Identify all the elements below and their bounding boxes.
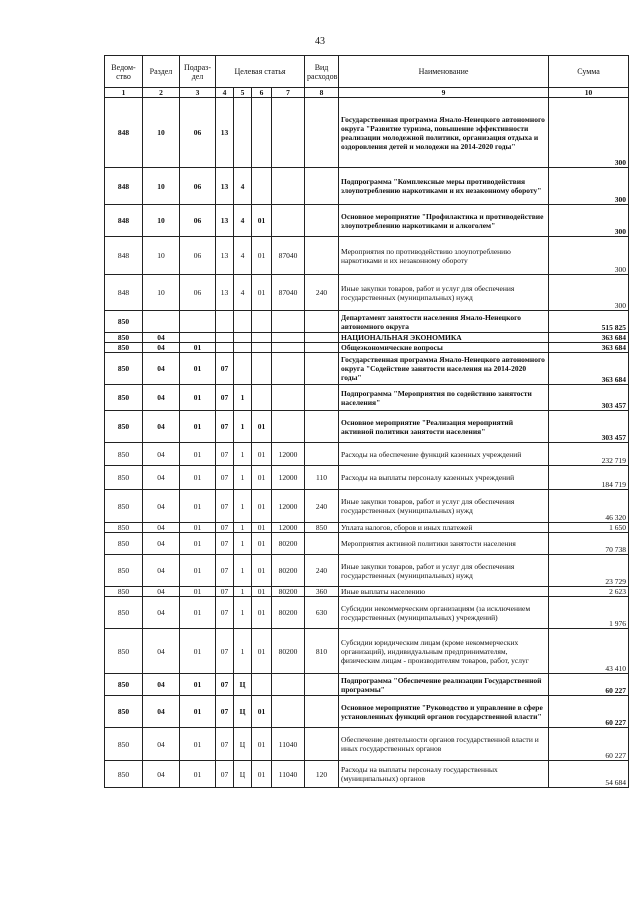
cell-razdel: 04: [143, 533, 180, 555]
cell-measure: 01: [252, 275, 272, 311]
cell-measure: [252, 353, 272, 385]
index-cell: 4: [216, 88, 234, 98]
cell-subprogram: [234, 311, 252, 333]
cell-name: Государственная программа Ямало-Ненецкого автономного округа "Содействие занятости населения на 2014-2020 годы": [339, 353, 549, 385]
cell-name: Расходы на обеспечение функций казенных учреждений: [339, 443, 549, 466]
cell-name: НАЦИОНАЛЬНАЯ ЭКОНОМИКА: [339, 333, 549, 343]
cell-subprogram: 1: [234, 443, 252, 466]
cell-razdel: 10: [143, 275, 180, 311]
cell-subprogram: 1: [234, 555, 252, 587]
cell-ved: 850: [105, 466, 143, 490]
cell-vid: [305, 98, 339, 168]
cell-ved: 850: [105, 533, 143, 555]
cell-vid: 850: [305, 523, 339, 533]
cell-measure: 01: [252, 411, 272, 443]
index-cell: 3: [180, 88, 216, 98]
index-cell: 9: [339, 88, 549, 98]
budget-table: [104, 55, 629, 788]
cell-subprogram: Ц: [234, 761, 252, 788]
header-name: Наименование: [339, 56, 549, 88]
cell-measure: 01: [252, 587, 272, 597]
cell-program: 07: [216, 411, 234, 443]
table-row: [105, 411, 629, 443]
cell-podrazdel: 01: [180, 343, 216, 353]
cell-name: Субсидии юридическим лицам (кроме некоммерческих организаций), индивидуальным предпринимателям, физическим лицам - производителям товаров, работ, услуг: [339, 629, 549, 674]
cell-sum: 23 729: [549, 555, 629, 587]
index-cell: 8: [305, 88, 339, 98]
cell-name: Основное мероприятие "Руководство и управление в сфере установленных функций органов государственной власти": [339, 696, 549, 728]
cell-direction: [272, 411, 305, 443]
cell-name: Мероприятия по противодействию злоупотреблению наркотиками и их незаконному обороту: [339, 237, 549, 275]
index-cell: 1: [105, 88, 143, 98]
cell-name: Иные закупки товаров, работ и услуг для обеспечения государственных (муниципальных) нужд: [339, 555, 549, 587]
cell-subprogram: 4: [234, 205, 252, 237]
cell-measure: 01: [252, 597, 272, 629]
cell-podrazdel: 01: [180, 353, 216, 385]
cell-razdel: 04: [143, 629, 180, 674]
cell-vid: [305, 385, 339, 411]
cell-measure: [252, 311, 272, 333]
cell-name: Департамент занятости населения Ямало-Ненецкого автономного округа: [339, 311, 549, 333]
cell-vid: [305, 237, 339, 275]
cell-direction: [272, 674, 305, 696]
cell-sum: 70 738: [549, 533, 629, 555]
cell-direction: 12000: [272, 490, 305, 523]
cell-subprogram: 1: [234, 466, 252, 490]
table-row: [105, 98, 629, 168]
cell-podrazdel: [180, 311, 216, 333]
table-row: [105, 443, 629, 466]
cell-ved: 850: [105, 597, 143, 629]
cell-subprogram: Ц: [234, 674, 252, 696]
cell-ved: 850: [105, 629, 143, 674]
table-row: [105, 311, 629, 333]
cell-razdel: 04: [143, 674, 180, 696]
cell-measure: [252, 385, 272, 411]
cell-sum: 54 684: [549, 761, 629, 788]
cell-name: Мероприятия активной политики занятости населения: [339, 533, 549, 555]
table-row: [105, 343, 629, 353]
cell-direction: [272, 696, 305, 728]
cell-program: 07: [216, 728, 234, 761]
cell-vid: 110: [305, 466, 339, 490]
cell-vid: 360: [305, 587, 339, 597]
cell-sum: 43 410: [549, 629, 629, 674]
cell-ved: 850: [105, 311, 143, 333]
cell-sum: 363 684: [549, 353, 629, 385]
cell-ved: 850: [105, 385, 143, 411]
cell-measure: 01: [252, 237, 272, 275]
cell-program: 07: [216, 555, 234, 587]
cell-name: Основное мероприятие "Реализация мероприятий активной политики занятости населения": [339, 411, 549, 443]
cell-direction: 80200: [272, 555, 305, 587]
table-row: [105, 523, 629, 533]
cell-vid: [305, 533, 339, 555]
cell-sum: 300: [549, 205, 629, 237]
cell-razdel: 04: [143, 555, 180, 587]
cell-razdel: 04: [143, 597, 180, 629]
cell-subprogram: 1: [234, 411, 252, 443]
cell-direction: [272, 343, 305, 353]
cell-program: 13: [216, 275, 234, 311]
table-row: [105, 696, 629, 728]
cell-razdel: 04: [143, 385, 180, 411]
index-row: [105, 88, 629, 98]
cell-name: Обеспечение деятельности органов государственной власти и иных государственных органов: [339, 728, 549, 761]
cell-program: 13: [216, 168, 234, 205]
cell-ved: 850: [105, 728, 143, 761]
cell-razdel: 04: [143, 523, 180, 533]
cell-subprogram: 4: [234, 237, 252, 275]
table-row: [105, 587, 629, 597]
cell-razdel: 04: [143, 696, 180, 728]
cell-vid: 120: [305, 761, 339, 788]
cell-name: Подпрограмма "Мероприятия по содействию занятости населения": [339, 385, 549, 411]
header-ved: Ведом-ство: [105, 56, 143, 88]
cell-direction: 80200: [272, 533, 305, 555]
cell-program: 13: [216, 237, 234, 275]
cell-ved: 848: [105, 168, 143, 205]
index-cell: 2: [143, 88, 180, 98]
cell-subprogram: 1: [234, 629, 252, 674]
header-sum: Сумма: [549, 56, 629, 88]
index-cell: 5: [234, 88, 252, 98]
cell-sum: 60 227: [549, 696, 629, 728]
cell-name: Уплата налогов, сборов и иных платежей: [339, 523, 549, 533]
cell-sum: 1 650: [549, 523, 629, 533]
cell-measure: [252, 333, 272, 343]
cell-direction: 12000: [272, 523, 305, 533]
cell-direction: [272, 353, 305, 385]
cell-sum: 232 719: [549, 443, 629, 466]
cell-direction: [272, 98, 305, 168]
cell-subprogram: 1: [234, 385, 252, 411]
cell-sum: 363 684: [549, 343, 629, 353]
cell-program: [216, 311, 234, 333]
cell-razdel: 04: [143, 411, 180, 443]
cell-podrazdel: 01: [180, 385, 216, 411]
cell-ved: 850: [105, 333, 143, 343]
cell-sum: 46 320: [549, 490, 629, 523]
cell-name: Расходы на выплаты персоналу казенных учреждений: [339, 466, 549, 490]
cell-program: 07: [216, 674, 234, 696]
cell-vid: 240: [305, 490, 339, 523]
cell-subprogram: 1: [234, 587, 252, 597]
cell-direction: 12000: [272, 443, 305, 466]
cell-ved: 850: [105, 523, 143, 533]
cell-podrazdel: 01: [180, 555, 216, 587]
header-podrazdel: Подраз-дел: [180, 56, 216, 88]
cell-direction: 11040: [272, 761, 305, 788]
table-row: [105, 555, 629, 587]
cell-razdel: 04: [143, 353, 180, 385]
cell-measure: 01: [252, 533, 272, 555]
cell-program: 07: [216, 597, 234, 629]
table-row: [105, 385, 629, 411]
table-row: [105, 466, 629, 490]
cell-podrazdel: 01: [180, 466, 216, 490]
table-row: [105, 353, 629, 385]
cell-measure: 01: [252, 696, 272, 728]
cell-program: 07: [216, 761, 234, 788]
cell-razdel: 04: [143, 761, 180, 788]
cell-vid: [305, 674, 339, 696]
header-razdel: Раздел: [143, 56, 180, 88]
cell-podrazdel: 01: [180, 443, 216, 466]
cell-podrazdel: 01: [180, 490, 216, 523]
cell-measure: 01: [252, 629, 272, 674]
cell-podrazdel: 01: [180, 696, 216, 728]
cell-name: Основное мероприятие "Профилактика и противодействие злоупотреблению наркотиками и алкоголем": [339, 205, 549, 237]
index-cell: 6: [252, 88, 272, 98]
cell-sum: 300: [549, 168, 629, 205]
cell-direction: 87040: [272, 275, 305, 311]
cell-program: 07: [216, 353, 234, 385]
cell-vid: [305, 728, 339, 761]
cell-podrazdel: 06: [180, 205, 216, 237]
cell-direction: 80200: [272, 629, 305, 674]
cell-razdel: [143, 311, 180, 333]
cell-measure: [252, 98, 272, 168]
cell-direction: [272, 168, 305, 205]
table-row: [105, 597, 629, 629]
cell-razdel: 04: [143, 728, 180, 761]
cell-vid: 810: [305, 629, 339, 674]
cell-name: Подпрограмма "Комплексные меры противодействия злоупотреблению наркотиками и их незаконному обороту": [339, 168, 549, 205]
table-row: [105, 333, 629, 343]
cell-razdel: 04: [143, 443, 180, 466]
cell-sum: 300: [549, 98, 629, 168]
cell-measure: [252, 674, 272, 696]
cell-vid: 240: [305, 555, 339, 587]
cell-direction: 12000: [272, 466, 305, 490]
cell-ved: 848: [105, 98, 143, 168]
cell-subprogram: [234, 353, 252, 385]
cell-direction: 80200: [272, 587, 305, 597]
cell-subprogram: [234, 343, 252, 353]
cell-podrazdel: 01: [180, 629, 216, 674]
cell-vid: 630: [305, 597, 339, 629]
cell-subprogram: 1: [234, 597, 252, 629]
cell-ved: 850: [105, 411, 143, 443]
cell-podrazdel: 01: [180, 728, 216, 761]
cell-ved: 848: [105, 275, 143, 311]
cell-razdel: 10: [143, 98, 180, 168]
cell-name: Иные закупки товаров, работ и услуг для обеспечения государственных (муниципальных) нужд: [339, 275, 549, 311]
cell-subprogram: 1: [234, 533, 252, 555]
cell-name: Иные закупки товаров, работ и услуг для обеспечения государственных (муниципальных) нужд: [339, 490, 549, 523]
cell-razdel: 04: [143, 333, 180, 343]
cell-direction: [272, 333, 305, 343]
cell-podrazdel: 01: [180, 761, 216, 788]
cell-podrazdel: [180, 333, 216, 343]
cell-sum: 363 684: [549, 333, 629, 343]
table-row: [105, 761, 629, 788]
cell-sum: 60 227: [549, 728, 629, 761]
cell-podrazdel: 06: [180, 168, 216, 205]
cell-ved: 850: [105, 353, 143, 385]
cell-vid: [305, 205, 339, 237]
cell-podrazdel: 01: [180, 411, 216, 443]
table-row: [105, 275, 629, 311]
cell-vid: [305, 168, 339, 205]
cell-subprogram: Ц: [234, 728, 252, 761]
cell-vid: [305, 353, 339, 385]
cell-ved: 850: [105, 674, 143, 696]
index-cell: 7: [272, 88, 305, 98]
cell-razdel: 10: [143, 205, 180, 237]
table-row: [105, 533, 629, 555]
cell-direction: 87040: [272, 237, 305, 275]
cell-measure: 01: [252, 761, 272, 788]
page-number: 43: [315, 36, 325, 47]
cell-name: Субсидии некоммерческим организациям (за исключением государственных (муниципальных) учреждений): [339, 597, 549, 629]
index-cell: 10: [549, 88, 629, 98]
cell-ved: 850: [105, 555, 143, 587]
cell-ved: 850: [105, 696, 143, 728]
cell-program: 13: [216, 98, 234, 168]
cell-podrazdel: 01: [180, 523, 216, 533]
cell-program: 13: [216, 205, 234, 237]
table-row: [105, 629, 629, 674]
cell-measure: 01: [252, 523, 272, 533]
cell-sum: 303 457: [549, 385, 629, 411]
cell-measure: 01: [252, 205, 272, 237]
cell-podrazdel: 06: [180, 275, 216, 311]
cell-podrazdel: 01: [180, 533, 216, 555]
cell-podrazdel: 01: [180, 587, 216, 597]
cell-program: 07: [216, 696, 234, 728]
cell-ved: 850: [105, 761, 143, 788]
table-row: [105, 237, 629, 275]
cell-razdel: 10: [143, 168, 180, 205]
cell-direction: 80200: [272, 597, 305, 629]
cell-ved: 848: [105, 205, 143, 237]
cell-ved: 848: [105, 237, 143, 275]
cell-name: Общеэкономические вопросы: [339, 343, 549, 353]
cell-ved: 850: [105, 443, 143, 466]
cell-program: [216, 333, 234, 343]
cell-razdel: 04: [143, 466, 180, 490]
cell-direction: [272, 311, 305, 333]
cell-program: 07: [216, 587, 234, 597]
table-row: [105, 490, 629, 523]
cell-podrazdel: 01: [180, 674, 216, 696]
cell-razdel: 04: [143, 490, 180, 523]
cell-subprogram: [234, 98, 252, 168]
cell-sum: 300: [549, 237, 629, 275]
cell-vid: [305, 343, 339, 353]
cell-name: Расходы на выплаты персоналу государственных (муниципальных) органов: [339, 761, 549, 788]
cell-podrazdel: 01: [180, 597, 216, 629]
cell-direction: [272, 205, 305, 237]
cell-subprogram: 4: [234, 275, 252, 311]
cell-podrazdel: 06: [180, 98, 216, 168]
cell-direction: 11040: [272, 728, 305, 761]
cell-vid: [305, 411, 339, 443]
cell-measure: [252, 343, 272, 353]
cell-vid: 240: [305, 275, 339, 311]
cell-program: 07: [216, 385, 234, 411]
cell-subprogram: 4: [234, 168, 252, 205]
cell-podrazdel: 06: [180, 237, 216, 275]
cell-program: [216, 343, 234, 353]
cell-razdel: 10: [143, 237, 180, 275]
cell-subprogram: 1: [234, 523, 252, 533]
table-row: [105, 728, 629, 761]
cell-ved: 850: [105, 587, 143, 597]
cell-measure: 01: [252, 490, 272, 523]
cell-vid: [305, 333, 339, 343]
cell-program: 07: [216, 629, 234, 674]
cell-direction: [272, 385, 305, 411]
cell-sum: 184 719: [549, 466, 629, 490]
cell-vid: [305, 311, 339, 333]
cell-sum: 2 623: [549, 587, 629, 597]
cell-measure: 01: [252, 443, 272, 466]
table-row: [105, 205, 629, 237]
cell-program: 07: [216, 523, 234, 533]
cell-name: Государственная программа Ямало-Ненецкого автономного округа "Развитие туризма, повышение эффективности реализации молодежной политики, организация отдыха и оздоровления детей и молодежи на 2014-2020 годы": [339, 98, 549, 168]
cell-subprogram: [234, 333, 252, 343]
cell-razdel: 04: [143, 587, 180, 597]
cell-measure: 01: [252, 728, 272, 761]
header-vid: Вид расходов: [305, 56, 339, 88]
cell-sum: 60 227: [549, 674, 629, 696]
header-tselevaya: Целевая статья: [216, 56, 305, 88]
cell-ved: 850: [105, 490, 143, 523]
table-row: [105, 674, 629, 696]
cell-program: 07: [216, 533, 234, 555]
cell-name: Иные выплаты населению: [339, 587, 549, 597]
cell-sum: 300: [549, 275, 629, 311]
cell-measure: 01: [252, 466, 272, 490]
cell-measure: [252, 168, 272, 205]
cell-measure: 01: [252, 555, 272, 587]
cell-sum: 303 457: [549, 411, 629, 443]
cell-vid: [305, 443, 339, 466]
cell-subprogram: Ц: [234, 696, 252, 728]
cell-name: Подпрограмма "Обеспечение реализации Государственной программы": [339, 674, 549, 696]
table-row: [105, 168, 629, 205]
cell-program: 07: [216, 443, 234, 466]
cell-razdel: 04: [143, 343, 180, 353]
cell-sum: 515 825: [549, 311, 629, 333]
cell-subprogram: 1: [234, 490, 252, 523]
cell-sum: 1 976: [549, 597, 629, 629]
cell-ved: 850: [105, 343, 143, 353]
cell-program: 07: [216, 466, 234, 490]
cell-program: 07: [216, 490, 234, 523]
cell-vid: [305, 696, 339, 728]
